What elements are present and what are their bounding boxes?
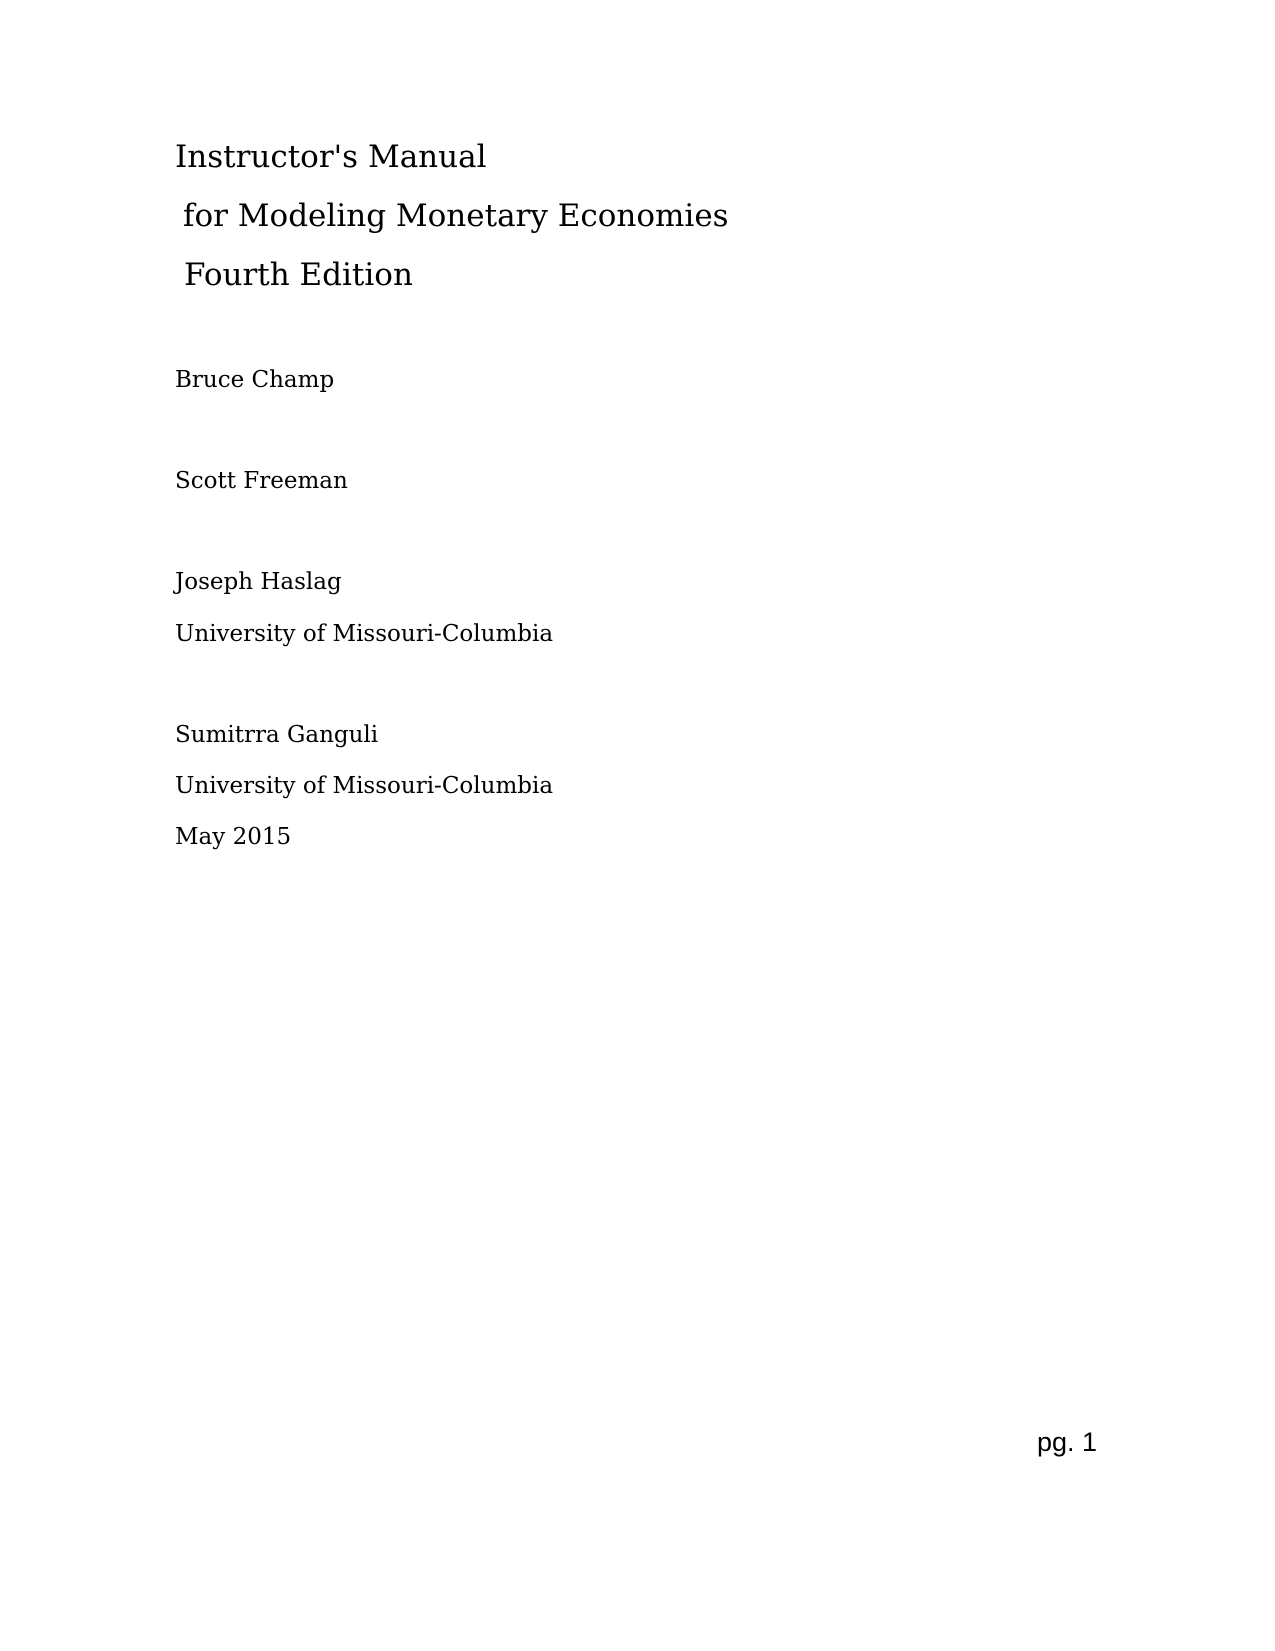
- title-line-3: Fourth Edition: [184, 257, 413, 293]
- author-affiliation-3: University of Missouri-Columbia: [175, 621, 554, 647]
- author-name-4: Sumitrra Ganguli: [175, 722, 379, 748]
- author-name-1: Bruce Champ: [175, 367, 335, 393]
- publication-date: May 2015: [175, 824, 292, 850]
- title-line-2: for Modeling Monetary Economies: [183, 198, 729, 234]
- page-number: pg. 1: [1037, 1427, 1098, 1457]
- author-affiliation-4: University of Missouri-Columbia: [175, 773, 554, 799]
- title-line-1: Instructor's Manual: [175, 139, 487, 175]
- author-name-2: Scott Freeman: [175, 468, 348, 494]
- author-name-3: Joseph Haslag: [175, 569, 342, 595]
